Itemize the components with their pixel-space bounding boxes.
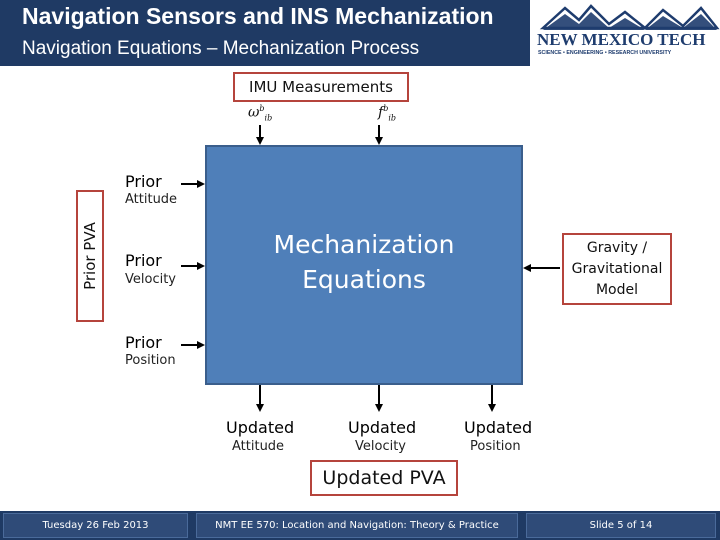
updated-velocity-main: Updated	[348, 418, 417, 437]
prior-attitude-sub: Attitude	[125, 192, 178, 207]
angular-rate-sup: b	[259, 104, 265, 113]
prior-velocity-sub: Velocity	[125, 272, 176, 287]
slide-title: Navigation Sensors and INS Mechanization	[22, 3, 494, 29]
specific-force-sub: ib	[388, 113, 396, 123]
footer-slide-number: Slide 5 of 14	[526, 513, 716, 538]
footer-date: Tuesday 26 Feb 2013	[3, 513, 188, 538]
prior-pva-label: Prior PVA	[81, 222, 99, 290]
prior-attitude-main: Prior	[125, 172, 162, 191]
gravity-line-1: Gravity /	[586, 239, 648, 256]
angular-rate-sub: ib	[264, 113, 273, 123]
updated-pva-label: Updated PVA	[322, 467, 446, 489]
updated-attitude-sub: Attitude	[232, 439, 285, 454]
mechanization-line-1: Mechanization	[273, 230, 455, 259]
updated-velocity-sub: Velocity	[355, 439, 406, 454]
specific-force-base: f	[378, 104, 384, 121]
footer-bar	[0, 511, 720, 540]
logo-name: NEW MEXICO TECH	[537, 30, 706, 49]
updated-position-sub: Position	[470, 439, 521, 454]
mechanization-line-2: Equations	[302, 265, 426, 294]
imu-measurements-label: IMU Measurements	[249, 78, 393, 96]
specific-force-sup: b	[383, 104, 389, 113]
footer-course: NMT EE 570: Location and Navigation: Theory & Practice	[196, 513, 518, 538]
logo-tagline: SCIENCE • ENGINEERING • RESEARCH UNIVERSITY	[538, 50, 672, 56]
slide-subtitle: Navigation Equations – Mechanization Process	[22, 38, 420, 59]
gravity-line-3: Model	[595, 281, 639, 298]
updated-attitude-main: Updated	[226, 418, 295, 437]
prior-position-sub: Position	[125, 353, 176, 368]
prior-velocity-main: Prior	[125, 251, 162, 270]
gravity-line-2: Gravitational	[571, 260, 663, 277]
angular-rate-base: ω	[248, 104, 260, 121]
prior-position-main: Prior	[125, 333, 162, 352]
updated-position-main: Updated	[464, 418, 533, 437]
